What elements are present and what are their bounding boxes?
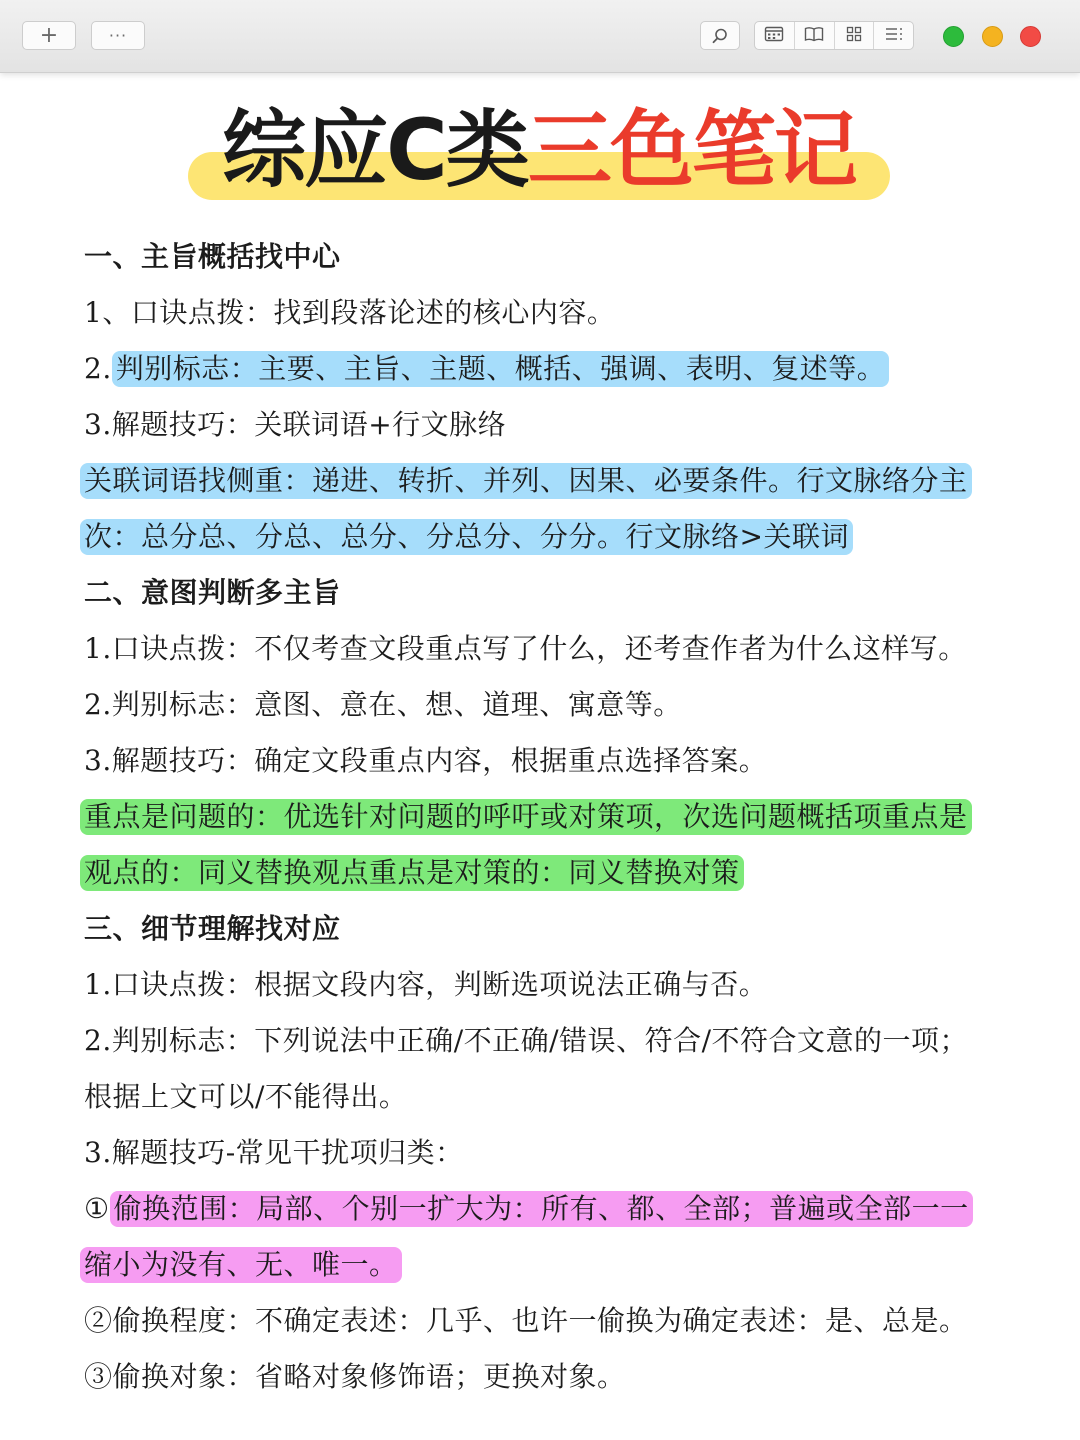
page-title	[188, 98, 890, 210]
s1-line-2	[84, 347, 889, 391]
title-text	[188, 102, 890, 198]
s3-line-5-prefix: ①	[84, 1192, 110, 1225]
book-view-button[interactable]	[795, 22, 835, 49]
s1-line-3: 3.解题技巧：关联词语+行文脉络	[84, 408, 507, 441]
s3-line-6	[84, 1243, 402, 1287]
s3-line-4: 3.解题技巧-常见干扰项归类：	[84, 1136, 464, 1169]
grid-icon	[846, 26, 862, 46]
book-icon	[804, 26, 824, 46]
search-icon	[711, 27, 729, 45]
s1-line-2-prefix: 2.	[84, 352, 112, 385]
s3-line-3: 根据上文可以/不能得出。	[84, 1080, 408, 1113]
section-1-heading: 一、主旨概括找中心	[84, 240, 341, 273]
minimize-window-button[interactable]	[982, 26, 1003, 47]
s2-line-4	[84, 795, 972, 839]
s3-line-8: ③偷换对象：省略对象修饰语；更换对象。	[84, 1360, 626, 1393]
s2-line-5	[84, 851, 744, 895]
s3-line-1: 1.口诀点拨：根据文段内容，判断选项说法正确与否。	[84, 968, 768, 1001]
title-part-red: 三色笔记	[527, 101, 856, 199]
window-toolbar	[0, 0, 1080, 73]
search-button[interactable]	[700, 21, 740, 50]
grid-view-button[interactable]	[835, 22, 875, 49]
calendar-view-button[interactable]	[755, 22, 795, 49]
more-button[interactable]: ···	[91, 21, 145, 50]
list-icon	[885, 26, 903, 45]
s3-line-7: ②偷换程度：不确定表述：几乎、也许一偷换为确定表述：是、总是。	[84, 1304, 968, 1337]
s1-line-4-highlight: 关联词语找侧重：递进、转折、并列、因果、必要条件。行文脉络分主	[80, 463, 972, 499]
s2-line-2: 2.判别标志：意图、意在、想、道理、寓意等。	[84, 688, 682, 721]
s2-line-1: 1.口诀点拨：不仅考查文段重点写了什么，还考查作者为什么这样写。	[84, 632, 967, 665]
calendar-icon	[764, 26, 784, 46]
s2-line-3: 3.解题技巧：确定文段重点内容，根据重点选择答案。	[84, 744, 768, 777]
s1-line-2-highlight: 判别标志：主要、主旨、主题、概括、强调、表明、复述等。	[112, 351, 890, 387]
section-2-heading: 二、意图判断多主旨	[84, 576, 341, 609]
add-button[interactable]: +	[22, 21, 76, 50]
s2-line-4-highlight: 重点是问题的：优选针对问题的呼吁或对策项，次选问题概括项重点是	[80, 799, 972, 835]
s1-line-4	[84, 459, 972, 503]
section-3-heading: 三、细节理解找对应	[84, 912, 341, 945]
view-mode-group	[754, 21, 914, 50]
s3-line-2: 2.判别标志：下列说法中正确/不正确/错误、符合/不符合文意的一项；	[84, 1024, 969, 1057]
s1-line-5	[84, 515, 853, 559]
close-window-button[interactable]	[1020, 26, 1041, 47]
s1-line-5-highlight: 次：总分总、分总、总分、分总分、分分。行文脉络>关联词	[80, 519, 853, 555]
zoom-window-button[interactable]	[943, 26, 964, 47]
title-part-black: 综应C类	[222, 101, 528, 199]
s1-line-1: 1、口诀点拨：找到段落论述的核心内容。	[84, 296, 616, 329]
list-view-button[interactable]	[874, 22, 913, 49]
s3-line-5	[84, 1187, 973, 1231]
s2-line-5-highlight: 观点的：同义替换观点重点是对策的：同义替换对策	[80, 855, 744, 891]
s3-line-5-highlight: 偷换范围：局部、个别一扩大为：所有、都、全部；普遍或全部一一	[110, 1191, 973, 1227]
s3-line-6-highlight: 缩小为没有、无、唯一。	[80, 1247, 402, 1283]
